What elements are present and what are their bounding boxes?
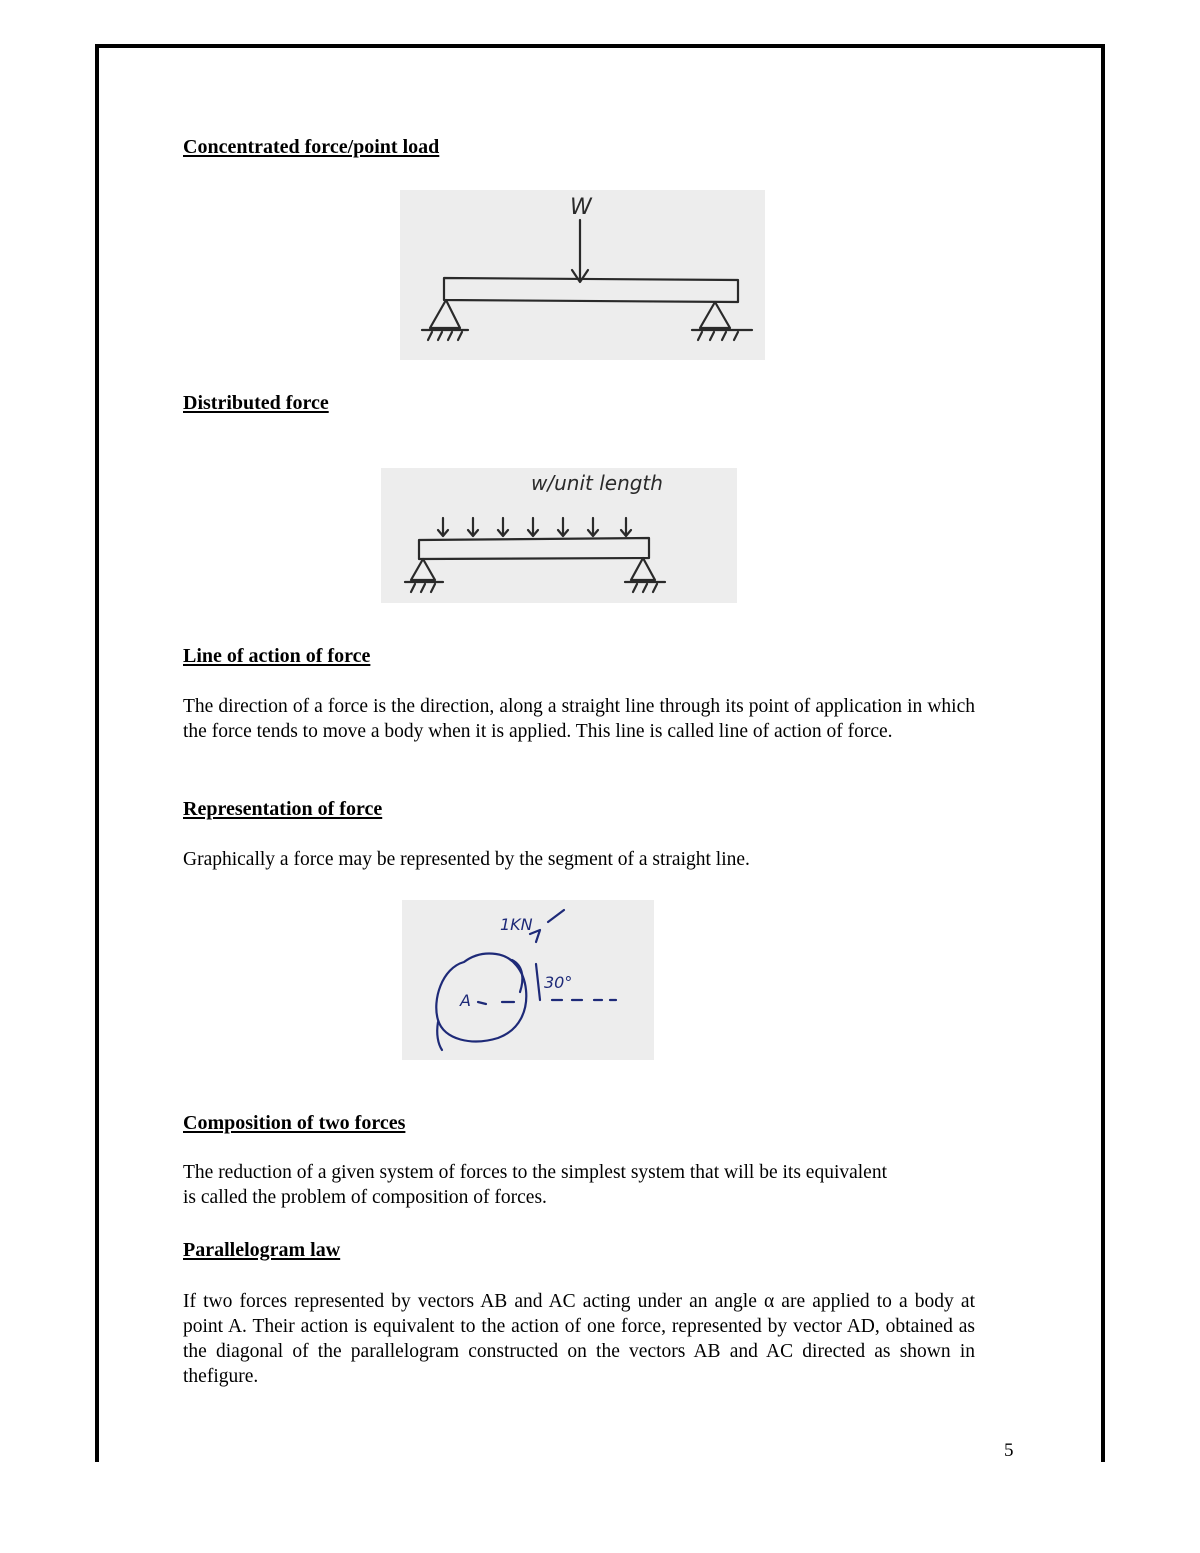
heading-line-of-action: Line of action of force	[183, 645, 371, 667]
distributed-arrows	[438, 518, 631, 536]
angle-label: 30°	[544, 973, 573, 992]
left-hatch	[428, 332, 462, 340]
point-load-label: W	[570, 195, 592, 220]
force-line	[548, 910, 564, 922]
application-point-label: A	[460, 991, 471, 1010]
heading-composition-of-forces: Composition of two forces	[183, 1112, 406, 1134]
composition-text: The reduction of a given system of forces to the simplest system that will be its equivalent is called the problem of composition of forces.	[183, 1162, 888, 1208]
force-representation-sketch	[402, 900, 654, 1060]
force-magnitude-label: 1KN	[500, 915, 533, 934]
right-hatch	[698, 332, 738, 340]
body-outline	[436, 953, 526, 1041]
point-tick	[478, 1002, 486, 1004]
distributed-left-ground	[405, 582, 443, 592]
angle-arc	[536, 964, 540, 1000]
right-support	[700, 302, 730, 328]
figure-point-load	[400, 190, 765, 360]
heading-representation-of-force: Representation of force	[183, 798, 383, 820]
figure-force-representation	[402, 900, 654, 1060]
heading-distributed-force: Distributed force	[183, 392, 329, 414]
distributed-load-sketch	[381, 468, 737, 603]
distributed-right-ground	[625, 582, 665, 592]
heading-concentrated-force: Concentrated force/point load	[183, 136, 440, 158]
parallelogram-text: If two forces represented by vectors AB and AC acting under an angle α are applied to a body at point A. Their action is equivalent to the action of one force, represented by vector AD, obtained as the diagonal of the parallelogram constructed on the vectors AB and AC directed as shown in thefigure.	[183, 1291, 975, 1387]
distributed-left-support	[411, 559, 435, 580]
left-support	[430, 300, 460, 328]
line-of-action-text: The direction of a force is the direction, along a straight line through its point of application in which the force tends to move a body when it is applied. This line is called line of action of force.	[183, 696, 975, 742]
figure-distributed-load	[381, 468, 737, 603]
page-number: 5	[1004, 1440, 1014, 1461]
distributed-beam	[419, 538, 649, 559]
heading-parallelogram-law: Parallelogram law	[183, 1239, 341, 1261]
distributed-right-support	[631, 558, 655, 580]
distributed-load-label: w/unit length	[531, 471, 663, 495]
body-bulge	[512, 960, 522, 992]
point-load-sketch	[400, 190, 765, 360]
beam	[444, 278, 738, 302]
representation-text: Graphically a force may be represented by the segment of a straight line.	[183, 849, 750, 870]
